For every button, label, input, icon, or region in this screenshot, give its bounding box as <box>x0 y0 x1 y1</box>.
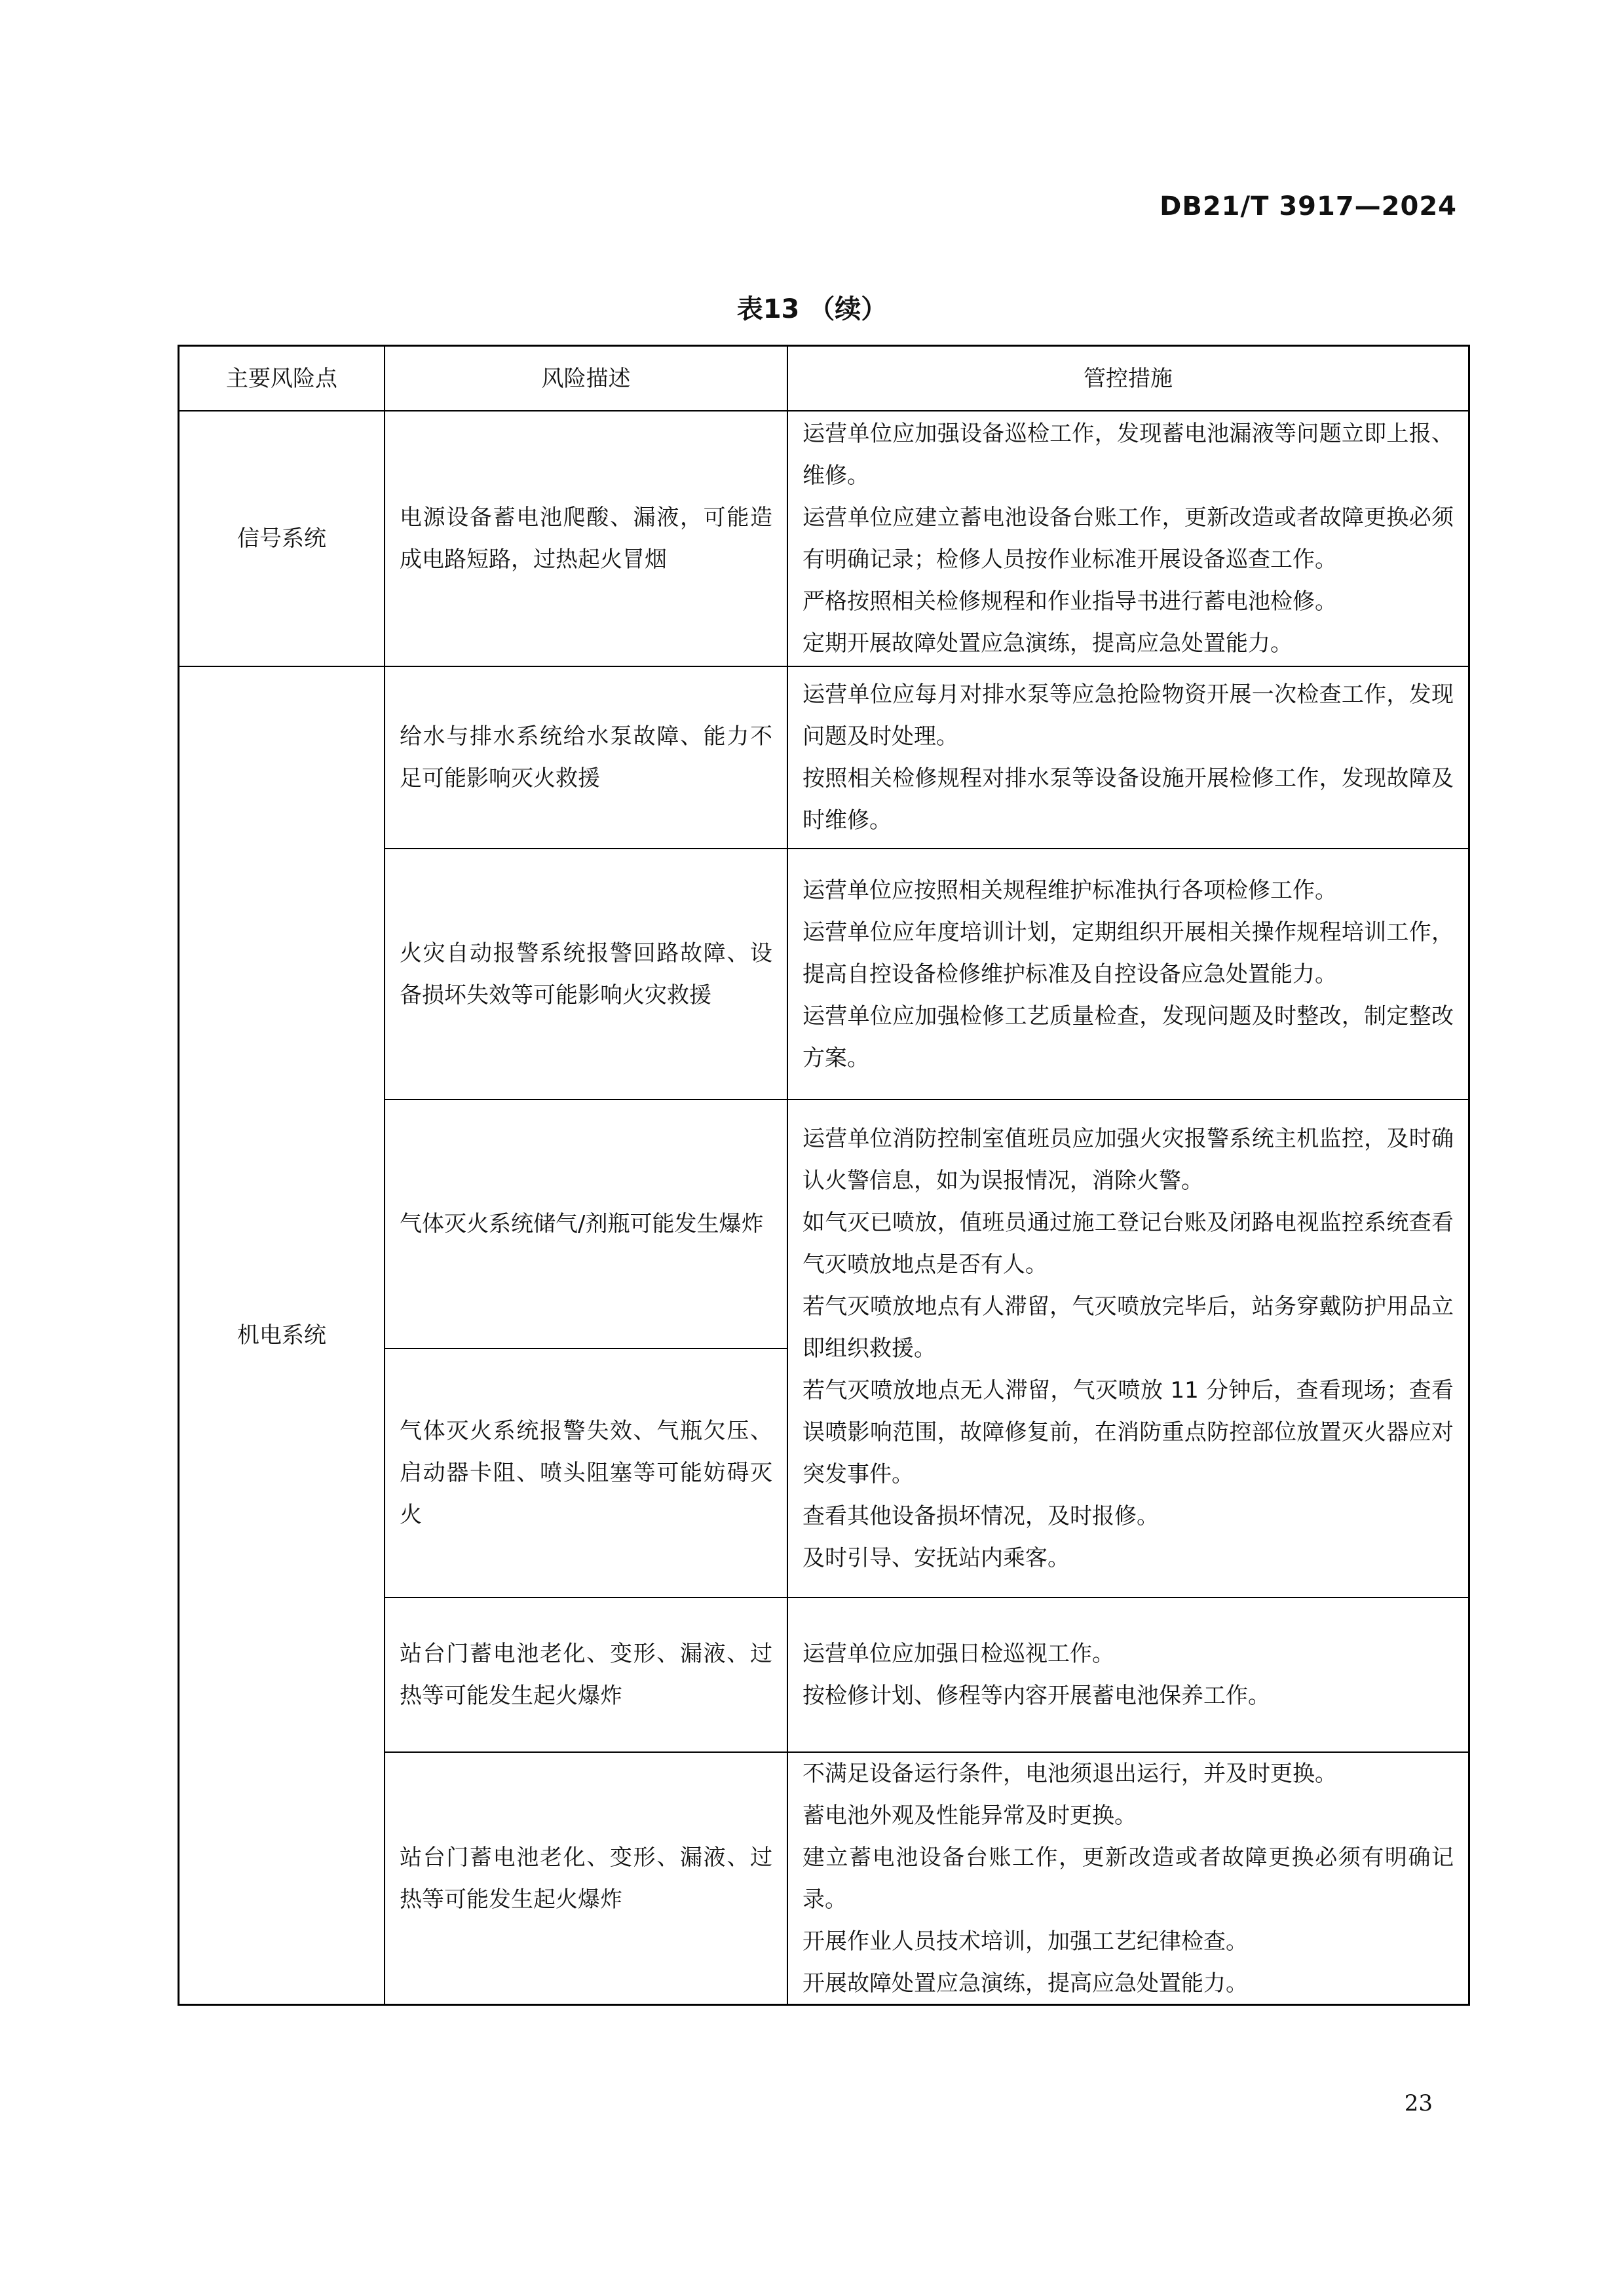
category-signal-system <box>179 411 384 666</box>
control-measures <box>788 1598 1468 1751</box>
risk-text: 站台门蓄电池老化、变形、漏液、过热等可能发生起火爆炸 <box>400 1641 772 1709</box>
measure-item: 按检修计划、修程等内容开展蓄电池保养工作。 <box>803 1683 1270 1709</box>
measure-item: 运营单位应加强日检巡视工作。 <box>803 1641 1114 1667</box>
risk-description <box>385 849 787 1099</box>
table-title: 表13 （续） <box>736 294 888 324</box>
header-label: 主要风险点 <box>226 365 337 392</box>
measure-item: 运营单位应年度培训计划，定期组织开展相关操作规程培训工作，提高自控设备检修维护标准及自控设备应急处置能力。 <box>803 919 1454 987</box>
risk-text: 站台门蓄电池老化、变形、漏液、过热等可能发生起火爆炸 <box>400 1844 772 1913</box>
measure-item: 运营单位应加强检修工艺质量检查，发现问题及时整改，制定整改方案。 <box>803 1003 1454 1071</box>
control-measures <box>788 411 1468 666</box>
header-label: 管控措施 <box>1084 365 1173 392</box>
measure-item: 若气灭喷放地点有人滞留，气灭喷放完毕后，站务穿戴防护用品立即组织救援。 <box>803 1293 1454 1362</box>
risk-description <box>385 667 787 848</box>
control-measures <box>788 1100 1468 1597</box>
measure-item: 定期开展故障处置应急演练，提高应急处置能力。 <box>803 630 1293 657</box>
measure-item: 运营单位应加强设备巡检工作，发现蓄电池漏液等问题立即上报、维修。 <box>803 421 1454 489</box>
measure-item: 若气灭喷放地点无人滞留，气灭喷放 11 分钟后，查看现场；查看误喷影响范围，故障修复前，在消防重点防控部位放置灭火器应对突发事件。 <box>803 1377 1454 1487</box>
risk-description <box>385 411 787 666</box>
measure-item: 及时引导、安抚站内乘客。 <box>803 1545 1070 1571</box>
measure-item: 如气灭已喷放，值班员通过施工登记台账及闭路电视监控系统查看气灭喷放地点是否有人。 <box>803 1210 1454 1278</box>
risk-text: 电源设备蓄电池爬酸、漏液，可能造成电路短路，过热起火冒烟 <box>400 505 772 573</box>
risk-text: 气体灭火系统储气/剂瓶可能发生爆炸 <box>400 1211 764 1237</box>
risk-description <box>385 1349 787 1597</box>
category-label: 机电系统 <box>237 1322 326 1349</box>
measure-item: 运营单位应按照相关规程维护标准执行各项检修工作。 <box>803 877 1337 904</box>
risk-description <box>385 1598 787 1751</box>
header-label: 风险描述 <box>541 365 631 392</box>
document-code: DB21/T 3917—2024 <box>1160 191 1457 221</box>
measure-item: 按照相关检修规程对排水泵等设备设施开展检修工作，发现故障及时维修。 <box>803 765 1454 833</box>
risk-control-table <box>178 345 1470 2006</box>
measure-item: 开展作业人员技术培训，加强工艺纪律检查。 <box>803 1928 1248 1955</box>
measure-item: 不满足设备运行条件，电池须退出运行，并及时更换。 <box>803 1760 1337 1787</box>
measure-item: 开展故障处置应急演练，提高应急处置能力。 <box>803 1970 1248 1997</box>
measure-item: 蓄电池外观及性能异常及时更换。 <box>803 1802 1137 1829</box>
risk-text: 火灾自动报警系统报警回路故障、设备损坏失效等可能影响火灾救援 <box>400 940 772 1008</box>
measure-item: 运营单位应建立蓄电池设备台账工作，更新改造或者故障更换必须有明确记录；检修人员按作业标准开展设备巡查工作。 <box>803 505 1454 573</box>
category-label: 信号系统 <box>237 526 326 552</box>
risk-description <box>385 1753 787 2004</box>
header-risk-description <box>385 347 787 410</box>
header-main-risk-point <box>179 347 384 410</box>
page-number: 23 <box>1404 2090 1433 2116</box>
risk-text: 给水与排水系统给水泵故障、能力不足可能影响灭火救援 <box>400 723 772 792</box>
measure-item: 严格按照相关检修规程和作业指导书进行蓄电池检修。 <box>803 588 1337 615</box>
control-measures <box>788 1753 1468 2004</box>
risk-text: 气体灭火系统报警失效、气瓶欠压、启动器卡阻、喷头阻塞等可能妨碍灭火 <box>400 1418 772 1528</box>
measure-item: 运营单位消防控制室值班员应加强火灾报警系统主机监控，及时确认火警信息，如为误报情况，消除火警。 <box>803 1126 1454 1194</box>
risk-description <box>385 1100 787 1348</box>
measure-item: 查看其他设备损坏情况，及时报修。 <box>803 1503 1159 1529</box>
header-control-measures <box>788 347 1468 410</box>
measure-item: 建立蓄电池设备台账工作，更新改造或者故障更换必须有明确记录。 <box>803 1844 1454 1913</box>
category-electromechanical-system <box>179 667 384 2004</box>
control-measures <box>788 667 1468 848</box>
control-measures <box>788 849 1468 1099</box>
measure-item: 运营单位应每月对排水泵等应急抢险物资开展一次检查工作，发现问题及时处理。 <box>803 681 1454 750</box>
